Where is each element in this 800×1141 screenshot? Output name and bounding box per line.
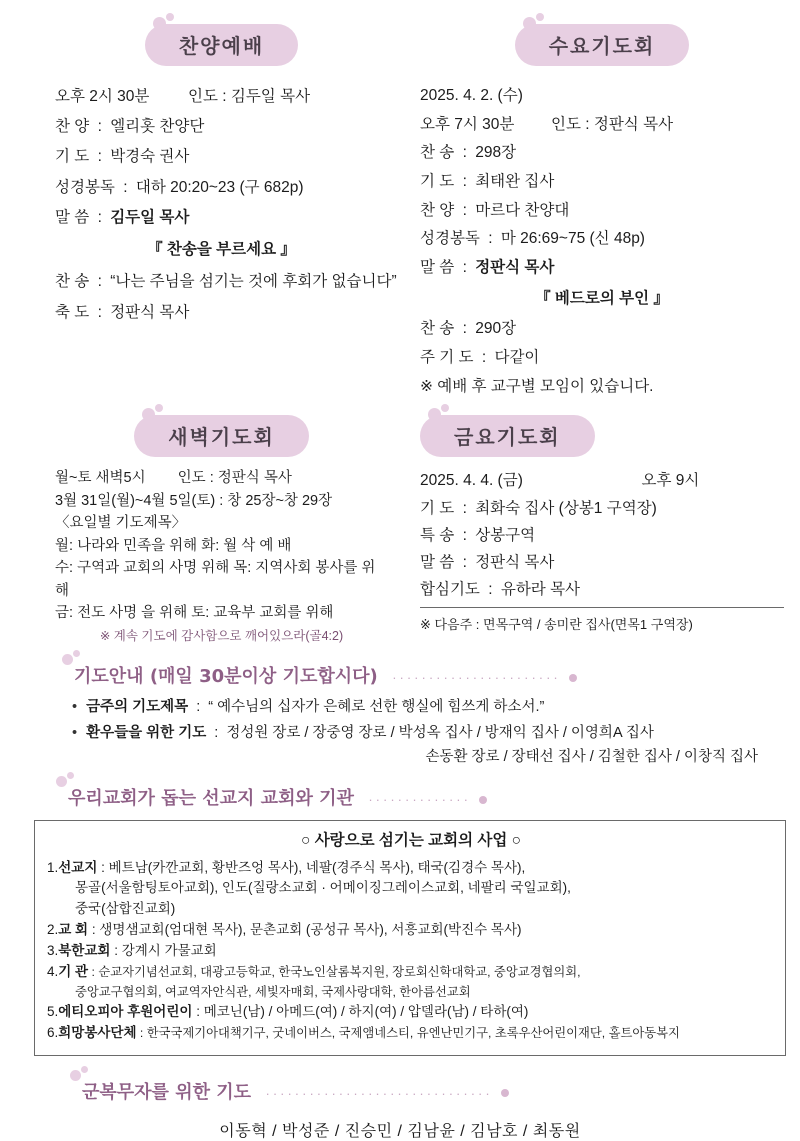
wednesday-service-heading-wrap — [420, 24, 784, 66]
mission-item-line1: : 한국국제기아대책기구, 굿네이버스, 국제앰네스티, 유엔난민기구, 초록우산어린이재단, 홀트아동복지 — [136, 1026, 680, 1041]
praise-row-benediction: 축 도 : 정판식 목사 — [55, 303, 190, 321]
friday-service-pill — [420, 415, 595, 457]
friday-row-date — [420, 467, 784, 494]
dawn-time-label: 월~토 새벽5시 — [55, 470, 146, 487]
friday-service-heading-wrap — [420, 415, 784, 457]
wednesday-service-column — [400, 0, 800, 401]
praise-sermon-value: 김두일 목사 — [110, 208, 190, 226]
praise-service-heading-wrap — [55, 24, 388, 66]
prayer-topic-item: • 금주의 기도제목 : “ 예수님의 십자가 은혜로 선한 행실에 힘쓰게 하소서.” — [72, 699, 545, 716]
prayer-sick-value: 정성원 장로 / 장중영 장로 / 박성옥 집사 / 방재익 집사 / 이영희A 집사 — [226, 724, 654, 741]
wednesday-hymn1-value: 298장 — [475, 144, 517, 162]
friday-service-column — [400, 415, 800, 646]
friday-divider — [420, 607, 784, 608]
mission-end-dot — [479, 796, 487, 804]
mission-item-label: 교 회 — [58, 921, 89, 937]
praise-prayer-value: 박경숙 권사 — [110, 148, 190, 166]
wednesday-row-sermon: 말 씀 : 정판식 목사 — [420, 259, 555, 277]
praise-song-label: 찬 양 — [55, 118, 90, 136]
prayer-sick-label: 환우들을 위한 기도 — [86, 724, 207, 741]
mission-box — [34, 820, 786, 1056]
wednesday-row-hymn2: 찬 송 : 290장 — [420, 320, 517, 338]
wednesday-prayer-value: 최태완 집사 — [475, 173, 555, 191]
friday-date-label: 2025. 4. 4. (금) — [420, 472, 523, 490]
wednesday-hymn1-label: 찬 송 — [420, 144, 455, 162]
prayer-sick-value-line2: 손동환 장로 / 장태선 집사 / 김철한 집사 / 이창직 집사 — [425, 748, 758, 765]
prayer-guide-list — [0, 696, 800, 770]
friday-special-value: 상봉구역 — [475, 526, 536, 544]
wednesday-lordsprayer-label: 주 기 도 — [420, 349, 474, 367]
mission-item-line2: 몽골(서울함팅토아교회), 인도(질랑소교회 · 어메이징그레이스교회, 네팔리 국일교회), — [75, 880, 571, 896]
mission-item-label: 희망봉사단체 — [58, 1025, 137, 1041]
friday-row-prayer: 기 도 : 최화숙 집사 (상봉1 구역장) — [420, 499, 657, 517]
wednesday-row-lordsprayer: 주 기 도 : 다같이 — [420, 349, 540, 367]
praise-row-hymn: 찬 송 : “나는 주님을 섬기는 것에 후회가 없습니다” — [55, 273, 397, 291]
dawn-service-heading-wrap — [55, 415, 388, 457]
mission-item-label: 에티오피아 후원어린이 — [58, 1004, 193, 1019]
wednesday-hymn2-value: 290장 — [475, 320, 517, 338]
praise-song-value: 엘리홋 찬양단 — [110, 118, 205, 136]
friday-time-value: 오후 9시 — [641, 472, 700, 490]
friday-row-unison: 합심기도 : 유하라 목사 — [420, 580, 581, 598]
wednesday-row-choir: 찬 양 : 마르다 찬양대 — [420, 201, 570, 219]
mission-item-line2: 중앙교구협의회, 여교역자안식관, 세빛자매회, 국제사랑대학, 한아름선교회 — [75, 984, 471, 999]
praise-row-time — [55, 82, 388, 112]
mission-item-label: 기 관 — [58, 964, 89, 980]
praise-time-value: 인도 : 김두일 목사 — [188, 88, 311, 105]
friday-special-label: 특 송 — [420, 526, 455, 544]
wednesday-scripture-value: 마 26:69~75 (신 48p) — [500, 230, 645, 248]
mission-item-line1: : 순교자기념선교회, 대광고등학교, 한국노인살롬복지원, 장로회신학대학교, 중앙교경협의회, — [88, 965, 581, 980]
wednesday-choir-value: 마르다 찬양대 — [475, 201, 570, 219]
dawn-topics-heading: 〈요일별 기도제목〉 — [55, 515, 187, 532]
praise-row-sermon: 말 씀 : 김두일 목사 — [55, 208, 190, 226]
praise-service-list — [55, 82, 397, 328]
mission-heading-wrap — [0, 784, 800, 810]
wednesday-service-pill — [515, 24, 690, 66]
friday-service-list — [420, 467, 784, 636]
wednesday-time-label: 오후 7시 30분 — [420, 115, 515, 133]
dawn-topic-wed-thu: 수: 구역과 교회의 사명 위해 목: 지역사회 봉사를 위해 — [55, 560, 376, 599]
mission-item — [47, 858, 775, 919]
mission-item-number: 1. — [47, 860, 59, 876]
military-names: 이동혁 / 박성준 / 진승민 / 김남윤 / 김남호 / 최동원 — [219, 1122, 581, 1140]
mission-box-title: ○ 사랑으로 섬기는 교회의 사업 ○ — [301, 831, 521, 849]
mission-item-list — [47, 858, 775, 1043]
friday-prayer-value: 최화숙 집사 (상봉1 구역장) — [475, 499, 657, 517]
dawn-time-value: 인도 : 정판식 목사 — [177, 470, 292, 487]
praise-row-song: 찬 양 : 엘리홋 찬양단 — [55, 118, 205, 136]
praise-row-scripture: 성경봉독 : 대하 20:20~23 (구 682p) — [55, 178, 304, 196]
mission-item-line1: : 강계시 가물교회 — [110, 943, 217, 959]
wednesday-service-title: 수요기도회 — [548, 34, 656, 58]
wednesday-note: ※ 예배 후 교구별 모임이 있습니다. — [420, 377, 654, 395]
praise-sermon-label: 말 씀 — [55, 208, 90, 226]
friday-unison-label: 합심기도 — [420, 580, 480, 598]
wednesday-choir-label: 찬 양 — [420, 201, 455, 219]
dawn-service-list — [55, 467, 388, 646]
dawn-service-title: 새벽기도회 — [168, 425, 275, 450]
mission-title: 우리교회가 돕는 선교지 교회와 기관 — [62, 784, 354, 810]
mission-item — [47, 1002, 775, 1022]
wednesday-service-list — [420, 82, 784, 401]
bullet-icon: • — [72, 724, 78, 741]
mission-item-label: 선교지 — [58, 860, 98, 876]
mission-item — [47, 962, 775, 1001]
praise-hymn-label: 찬 송 — [55, 273, 90, 291]
prayer-guide-section — [0, 662, 800, 770]
mission-item-line1: : 생명샘교회(엄대현 목사), 문촌교회 (공성규 목사), 서흥교회(박진수 목사) — [88, 921, 522, 937]
mission-dotted-leader: ·············· — [368, 792, 471, 808]
friday-sermon-value: 정판식 목사 — [475, 553, 555, 571]
wednesday-row-scripture: 성경봉독 : 마 26:69~75 (신 48p) — [420, 230, 645, 248]
mission-item — [47, 941, 775, 961]
friday-note: ※ 다음주 : 면목구역 / 송미란 집사(면목1 구역장) — [420, 617, 693, 633]
dawn-service-column — [0, 415, 400, 646]
wednesday-row-time — [420, 111, 784, 140]
wednesday-hymn2-label: 찬 송 — [420, 320, 455, 338]
prayer-guide-title: 기도안내 (매일 30분이상 기도합시다) — [68, 662, 378, 688]
dawn-topic-fri-sat: 금: 전도 사명 을 위해 토: 교육부 교회를 위해 — [55, 605, 334, 622]
friday-service-title: 금요기도회 — [454, 425, 561, 450]
mission-item-line3: 중국(삼합진교회) — [75, 900, 176, 916]
praise-hymn-value: “나는 주님을 섬기는 것에 후회가 없습니다” — [110, 273, 397, 291]
wednesday-row-prayer: 기 도 : 최태완 집사 — [420, 173, 555, 191]
dawn-row-time — [55, 467, 388, 489]
prayer-guide-heading-wrap — [0, 662, 800, 688]
mission-item — [47, 920, 775, 940]
mission-item-number: 4. — [47, 964, 59, 980]
wednesday-scripture-label: 성경봉독 — [420, 230, 480, 248]
friday-prayer-label: 기 도 — [420, 499, 455, 517]
mission-item-number: 5. — [47, 1004, 59, 1019]
military-dotted-leader: ······························· — [265, 1085, 493, 1101]
mission-item-label: 북한교회 — [58, 943, 111, 959]
mission-item-number: 2. — [47, 921, 59, 937]
mission-item-number: 3. — [47, 943, 59, 959]
bullet-icon: • — [72, 699, 78, 716]
friday-sermon-label: 말 씀 — [420, 553, 455, 571]
praise-scripture-label: 성경봉독 — [55, 178, 115, 196]
dawn-reading-plan: 3월 31일(월)~4월 5일(토) : 창 25장~창 29장 — [55, 492, 333, 509]
praise-service-pill — [145, 24, 298, 66]
top-services-grid — [0, 0, 800, 401]
prayer-topic-value: “ 예수님의 십자가 은혜로 선한 행실에 힘쓰게 하소서.” — [208, 699, 545, 716]
military-prayer-section — [0, 1078, 800, 1141]
praise-row-prayer: 기 도 : 박경숙 권사 — [55, 148, 190, 166]
mission-item-line1: : 메코닌(남) / 아메드(여) / 하지(여) / 압델라(남) / 타하(여) — [192, 1004, 529, 1019]
prayer-guide-dotted-leader: ······················· — [392, 670, 561, 686]
wednesday-sermon-label: 말 씀 — [420, 259, 455, 277]
praise-benediction-value: 정판식 목사 — [110, 303, 190, 321]
wednesday-date: 2025. 4. 2. (수) — [420, 87, 523, 104]
wednesday-sermon-value: 정판식 목사 — [475, 259, 555, 277]
praise-service-title: 찬양예배 — [178, 34, 265, 58]
dawn-service-pill — [134, 415, 309, 457]
praise-benediction-label: 축 도 — [55, 303, 90, 321]
prayer-guide-end-dot — [569, 674, 577, 682]
wednesday-lordsprayer-value: 다같이 — [494, 349, 540, 367]
wednesday-prayer-label: 기 도 — [420, 173, 455, 191]
prayer-topic-label: 금주의 기도제목 — [86, 699, 189, 716]
dawn-footnote: ※ 계속 기도에 감사함으로 깨어있으라(골4:2) — [99, 628, 344, 643]
wednesday-row-hymn1: 찬 송 : 298장 — [420, 144, 517, 162]
praise-scripture-value: 대하 20:20~23 (구 682p) — [135, 178, 304, 196]
mission-item — [47, 1023, 775, 1043]
praise-service-column — [0, 0, 400, 401]
second-services-grid — [0, 415, 800, 646]
dawn-topic-mon-tue: 월: 나라와 민족을 위해 화: 월 삭 예 배 — [55, 537, 292, 554]
friday-row-special: 특 송 : 상봉구역 — [420, 526, 536, 544]
friday-row-sermon: 말 씀 : 정판식 목사 — [420, 553, 555, 571]
military-title: 군복무자를 위한 기도 — [76, 1078, 251, 1104]
prayer-sick-item: • 환우들을 위한 기도 : 정성원 장로 / 장중영 장로 / 박성옥 집사 / 방재익 집사 / 이영희A 집사 손동환 장로 / 장태선 집사 / 김철한 집사 / 이창직 집사 — [72, 722, 800, 770]
praise-sermon-title: 『 찬송을 부르세요 』 — [147, 241, 296, 259]
praise-time-label: 오후 2시 30분 — [55, 88, 150, 105]
military-end-dot — [501, 1089, 509, 1097]
mission-section — [0, 784, 800, 1056]
friday-unison-value: 유하라 목사 — [500, 580, 581, 598]
wednesday-time-value: 인도 : 정판식 목사 — [551, 115, 674, 133]
mission-item-line1: : 베트남(카깐교회, 황반즈엉 목사), 네팔(경주식 목사), 태국(김경수 목사), — [97, 860, 526, 876]
mission-item-number: 6. — [47, 1025, 59, 1041]
praise-prayer-label: 기 도 — [55, 148, 90, 166]
wednesday-sermon-title: 『 베드로의 부인 』 — [535, 289, 669, 307]
